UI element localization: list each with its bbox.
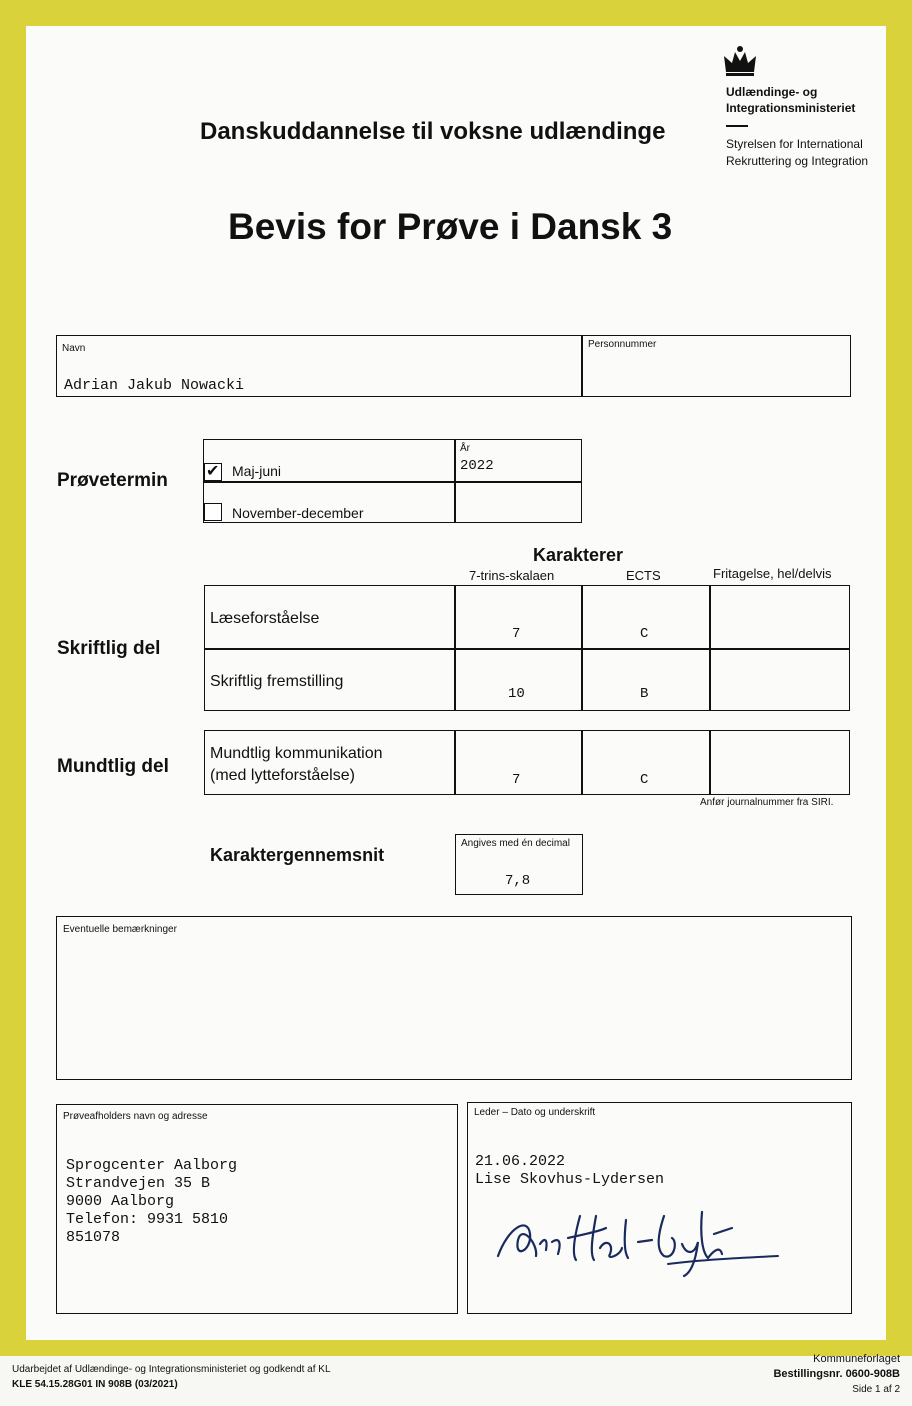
average-hint: Angives med én decimal [461, 838, 570, 849]
footer-right [773, 1352, 900, 1397]
checkmark-icon: ✔ [206, 463, 220, 480]
term-nov-dec-label: November-december [232, 505, 364, 521]
agency-name [726, 136, 868, 170]
grade-row-name [210, 743, 383, 787]
written-row-divider [204, 648, 850, 650]
footer-left [12, 1362, 331, 1392]
agency-name-line2: Rekruttering og Integration [726, 154, 869, 168]
footer-page-number: Side 1 af 2 [852, 1384, 900, 1395]
provider-label: Prøveafholders navn og adresse [63, 1111, 208, 1122]
grade-row-name: Skriftlig fremstilling [210, 673, 344, 690]
name-label: Navn [62, 343, 86, 354]
grade-row-ects: C [640, 626, 649, 642]
term-label: Prøvetermin [57, 470, 168, 491]
provider-line: Strandvejen 35 B [66, 1175, 211, 1192]
leader-date: 21.06.2022 [475, 1153, 566, 1170]
grade-row-ects: B [640, 686, 649, 702]
signature [488, 1198, 788, 1278]
term-row-divider [203, 481, 582, 483]
siri-note: Anfør journalnummer fra SIRI. [700, 797, 834, 808]
year-label: År [460, 443, 470, 454]
oral-section-label: Mundtlig del [57, 756, 169, 777]
ministry-name-line2: Integrationsministeriet [726, 101, 856, 115]
written-col-divider-1 [454, 585, 456, 711]
term-nov-dec-checkbox[interactable] [204, 503, 222, 521]
provider-line: 851078 [66, 1229, 121, 1246]
grade-row-scale: 10 [508, 686, 525, 702]
remarks-label: Eventuelle bemærkninger [63, 924, 177, 935]
provider-address [66, 1157, 237, 1247]
leader-label: Leder – Dato og underskrift [474, 1107, 596, 1118]
footer-order-number: Bestillingsnr. 0600-908B [773, 1368, 900, 1380]
average-value: 7,8 [505, 873, 531, 889]
oral-col-divider-3 [709, 730, 711, 795]
footer-publisher: Kommuneforlaget [813, 1353, 900, 1365]
year-value: 2022 [460, 458, 494, 474]
col-exempt-header: Fritagelse, hel/delvis [713, 566, 832, 581]
agency-name-line1: Styrelsen for International [726, 137, 863, 151]
written-col-divider-3 [709, 585, 711, 711]
footer-left-line2: KLE 54.15.28G01 IN 908B (03/2021) [12, 1379, 178, 1390]
crown-icon [721, 44, 759, 78]
grade-row-name-line2: (med lytteforståelse) [210, 767, 355, 784]
oral-col-divider-1 [454, 730, 456, 795]
grade-row-scale: 7 [512, 626, 521, 642]
col-ects-header: ECTS [626, 568, 661, 583]
ministry-name [726, 84, 855, 116]
provider-line: 9000 Aalborg [66, 1193, 175, 1210]
leader-name: Lise Skovhus-Lydersen [475, 1171, 665, 1188]
page-title: Bevis for Prøve i Dansk 3 [228, 206, 673, 247]
grades-heading: Karakterer [533, 545, 624, 565]
logo-divider [726, 125, 748, 127]
grade-row-name: Læseforståelse [210, 610, 320, 627]
ministry-name-line1: Udlændinge- og [726, 85, 818, 99]
grade-row-ects: C [640, 772, 649, 788]
grade-row-scale: 7 [512, 772, 521, 788]
footer-left-line1: Udarbejdet af Udlændinge- og Integrationsministeriet og godkendt af KL [12, 1364, 331, 1375]
candidate-divider [581, 335, 583, 397]
provider-line: Sprogcenter Aalborg [66, 1157, 238, 1174]
written-col-divider-2 [581, 585, 583, 711]
average-label: Karaktergennemsnit [210, 845, 385, 865]
term-may-june-checkbox[interactable] [204, 463, 222, 481]
provider-line: Telefon: 9931 5810 [66, 1211, 229, 1228]
oral-col-divider-2 [581, 730, 583, 795]
name-value: Adrian Jakub Nowacki [64, 377, 245, 394]
col-scale-header: 7-trins-skalaen [469, 568, 555, 583]
written-section-label: Skriftlig del [57, 638, 161, 659]
document-subtitle: Danskuddannelse til voksne udlændinge [200, 118, 666, 145]
term-may-june-label: Maj-juni [232, 463, 282, 479]
grade-row-name-line1: Mundtlig kommunikation [210, 745, 383, 762]
cpr-label: Personnummer [588, 339, 657, 350]
remarks-box [56, 916, 852, 1080]
